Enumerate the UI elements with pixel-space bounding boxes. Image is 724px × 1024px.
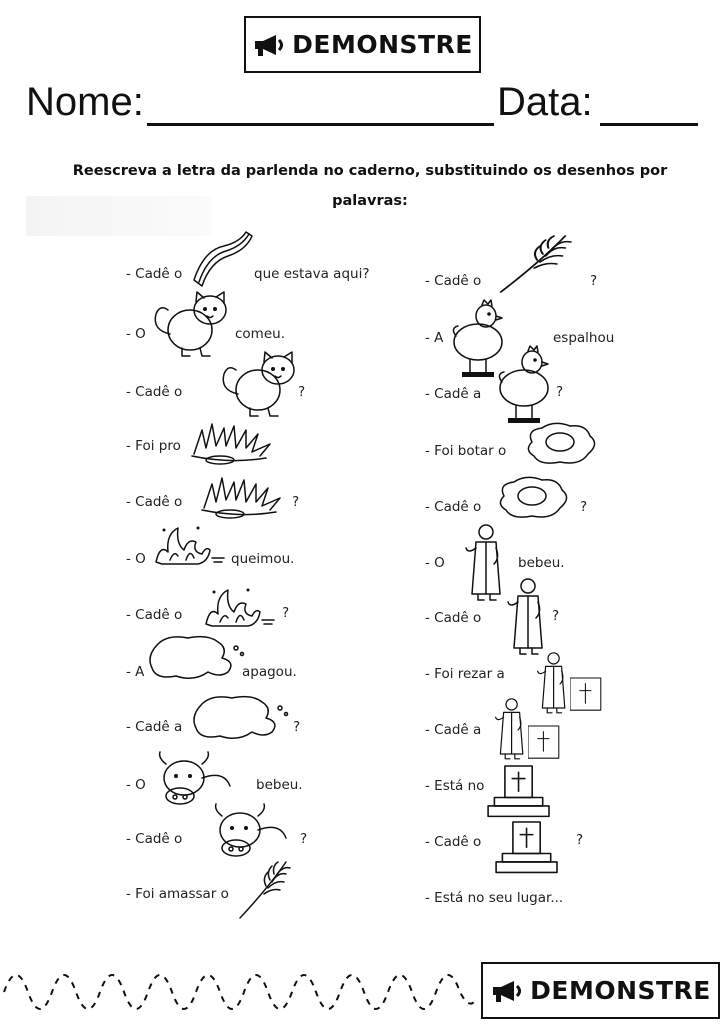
verse-text: - O (425, 555, 445, 571)
verse-text: ? (590, 273, 598, 289)
egg-icon (496, 472, 576, 522)
list-item (126, 777, 146, 793)
verse-text: queimou. (231, 551, 295, 567)
brand-logo-top (244, 16, 481, 73)
verse-text: ? (298, 384, 306, 400)
bacon-strip-icon (190, 230, 260, 294)
cat-icon (218, 350, 308, 422)
instruction-line-1: Reescreva a letra da parlenda no caderno, substituindo os desenhos por (72, 163, 668, 179)
megaphone-icon (252, 32, 288, 58)
date-label: Data: (497, 80, 593, 124)
scan-smudge (26, 196, 212, 236)
priest-icon (492, 696, 532, 762)
verse-text: - Cadê o (126, 831, 183, 847)
egg-icon (524, 420, 604, 468)
verse-text: - A (425, 330, 444, 346)
altar-icon (490, 820, 566, 876)
bush-icon (200, 476, 284, 524)
verse-text: ? (282, 605, 290, 621)
list-item (425, 443, 506, 459)
list-item (425, 778, 484, 794)
list-item (425, 610, 481, 626)
list-item (126, 551, 146, 567)
verse-text: comeu. (235, 326, 285, 342)
verse-text: apagou. (242, 664, 297, 680)
bush-icon (190, 422, 274, 470)
list-item (425, 273, 481, 289)
verse-text: bebeu. (256, 777, 303, 793)
instruction-line-2: palavras: (332, 193, 408, 209)
water-puddle-icon (148, 632, 248, 684)
wheat-icon (238, 858, 298, 922)
list-item (425, 330, 443, 346)
hen-icon (492, 340, 556, 428)
fire-icon (200, 584, 280, 630)
verse-text: ? (580, 499, 588, 515)
list-item (425, 834, 481, 850)
list-item (126, 326, 146, 342)
name-label: Nome: (26, 80, 144, 124)
priest-icon (534, 650, 574, 716)
altar-icon (480, 764, 556, 818)
altar-icon (528, 724, 564, 762)
priest-icon (502, 576, 550, 658)
verse-text: - Cadê o (126, 494, 183, 510)
brand-name: DEMONSTRE (530, 976, 711, 1005)
brand-logo-bottom (481, 962, 720, 1019)
list-item (425, 499, 481, 515)
verse-text: espalhou (553, 330, 615, 346)
verse-text: bebeu. (518, 555, 565, 571)
dashed-wave-decoration (0, 962, 480, 1012)
verse-text: - O (126, 326, 146, 342)
list-item (425, 555, 445, 571)
verse-text: - Cadê o (126, 607, 183, 623)
fire-icon (150, 522, 230, 568)
brand-name: DEMONSTRE (292, 30, 473, 59)
verse-text: - Está no seu lugar... (425, 890, 564, 906)
list-item (126, 607, 182, 623)
verse-text: - Está no (425, 778, 485, 794)
verse-text: - Cadê a (425, 386, 482, 402)
verse-text: - A (126, 664, 145, 680)
list-item (126, 438, 181, 454)
list-item (425, 386, 481, 402)
verse-text: - Cadê a (126, 719, 183, 735)
list-item (126, 266, 182, 282)
verse-text: - O (126, 777, 146, 793)
verse-text: - Foi amassar o (126, 886, 229, 902)
list-item (126, 886, 229, 902)
name-blank (147, 123, 494, 126)
list-item (126, 664, 144, 680)
ox-icon (154, 750, 236, 808)
ox-icon (210, 802, 292, 860)
verse-text: - Cadê o (425, 610, 482, 626)
verse-text: - Cadê o (425, 499, 482, 515)
wheat-icon (494, 232, 580, 298)
verse-text: que estava aqui? (254, 266, 370, 282)
list-item (425, 722, 481, 738)
verse-text: ? (552, 608, 560, 624)
verse-text: ? (556, 384, 564, 400)
verse-text: - Foi pro (126, 438, 181, 454)
verse-text: ? (293, 719, 301, 735)
verse-text: - Cadê o (126, 384, 183, 400)
verse-text: - Cadê o (425, 834, 482, 850)
verse-text: ? (292, 494, 300, 510)
verse-text: ? (300, 831, 308, 847)
list-item (425, 666, 505, 682)
water-puddle-icon (192, 692, 292, 744)
list-item (126, 384, 182, 400)
date-blank (600, 123, 698, 126)
verse-text: - Foi botar o (425, 443, 507, 459)
verse-text: - Cadê o (425, 273, 482, 289)
list-item (126, 831, 182, 847)
list-item (126, 494, 182, 510)
altar-icon (570, 676, 606, 714)
megaphone-icon (490, 978, 526, 1004)
verse-text: ? (576, 832, 584, 848)
verse-text: - Cadê o (126, 266, 183, 282)
priest-icon (460, 522, 508, 604)
list-item (425, 890, 563, 906)
verse-text: - Foi rezar a (425, 666, 505, 682)
list-item (126, 719, 182, 735)
verse-text: - Cadê a (425, 722, 482, 738)
verse-text: - O (126, 551, 146, 567)
